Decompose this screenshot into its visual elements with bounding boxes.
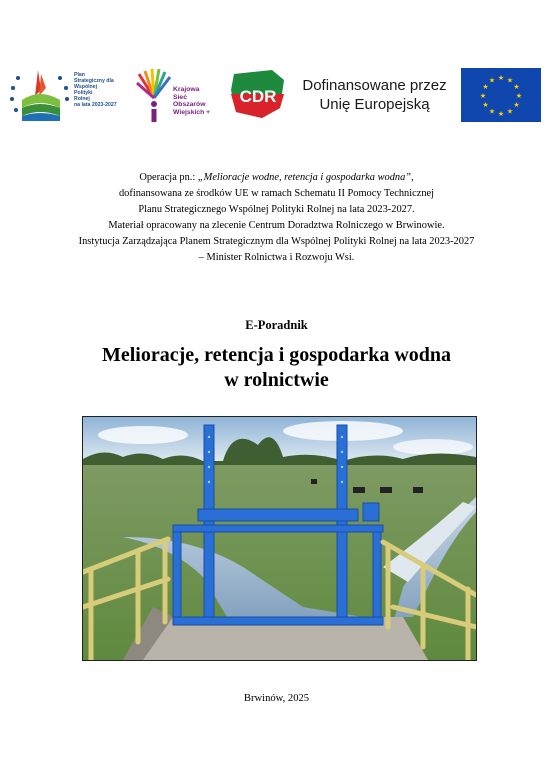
operation-line: Planu Strategicznego Wspólnej Polityki Rolnej na lata 2023-2027.: [138, 204, 415, 215]
svg-text:★: ★: [506, 76, 514, 85]
operation-title-line: [60, 170, 493, 186]
psp-logo-text: [74, 72, 128, 108]
svg-text:★: ★: [497, 74, 505, 82]
sluice-gate-photo: [83, 417, 476, 660]
ksow-line: Sieć: [173, 93, 187, 101]
svg-text:★: ★: [479, 92, 487, 100]
psp-line: Strategiczny dla: [74, 78, 114, 84]
psp-line: Polityki: [74, 90, 93, 96]
ksow-logo-text: [173, 86, 221, 116]
svg-text:★: ★: [488, 76, 496, 85]
operation-line: – Minister Rolnictwa i Rozwoju Wsi.: [198, 252, 355, 263]
ksow-line: Krajowa: [173, 86, 200, 93]
ksow-line: Obszarów: [173, 101, 206, 108]
svg-text:★: ★: [482, 83, 489, 91]
operation-line: Materiał opracowany na zlecenie Centrum Doradztwa Rolniczego w Brwinowie.: [108, 220, 445, 231]
psp-line: na lata 2023-2027: [74, 102, 117, 108]
operation-title: „Melioracje wodne, retencja i gospodarka wodna”,: [197, 172, 414, 183]
funded-line-2: Unię Europejską: [319, 96, 430, 113]
logo-row: [0, 62, 553, 124]
svg-text:★: ★: [513, 83, 520, 91]
operation-description: [60, 170, 493, 266]
page-title: [40, 343, 513, 393]
svg-text:★: ★: [482, 101, 489, 109]
svg-text:★: ★: [488, 107, 496, 116]
document-type-label: E-Poradnik: [245, 318, 308, 332]
place-and-year: Brwinów, 2025: [243, 693, 310, 704]
psp-line: Rolnej: [74, 96, 90, 102]
cdr-logo: [228, 68, 288, 120]
funded-line-1: Dofinansowane przez: [302, 77, 447, 94]
eu-flag-icon: [461, 68, 541, 122]
ksow-emblem-icon: [135, 68, 173, 124]
svg-text:★: ★: [513, 101, 520, 109]
cdr-emblem-icon: [228, 68, 288, 120]
cdr-text: CDR: [239, 87, 277, 106]
svg-text:★: ★: [515, 92, 523, 100]
svg-text:★: ★: [497, 110, 505, 118]
operation-prefix: Operacja pn.:: [139, 172, 198, 183]
page-title-line-1: Melioracje, retencja i gospodarka wodna: [101, 344, 452, 366]
page-title-line-2: w rolnictwie: [224, 369, 329, 391]
svg-text:★: ★: [506, 107, 514, 116]
operation-line: Instytucja Zarządzająca Planem Strategicznym dla Wspólnej Polityki Rolnej na lata 2023-2027: [78, 236, 475, 247]
psp-logo: [8, 66, 128, 124]
psp-line: Wspólnej: [74, 84, 98, 90]
cover-photo: [82, 416, 477, 661]
psp-emblem-icon: [8, 66, 74, 124]
psp-line: Plan: [74, 72, 85, 78]
ksow-line: Wiejskich +: [173, 108, 211, 116]
ksow-logo: [135, 68, 220, 124]
operation-line: dofinansowana ze środków UE w ramach Schematu II Pomocy Technicznej: [118, 188, 435, 199]
funded-by-eu-text: [292, 76, 457, 114]
